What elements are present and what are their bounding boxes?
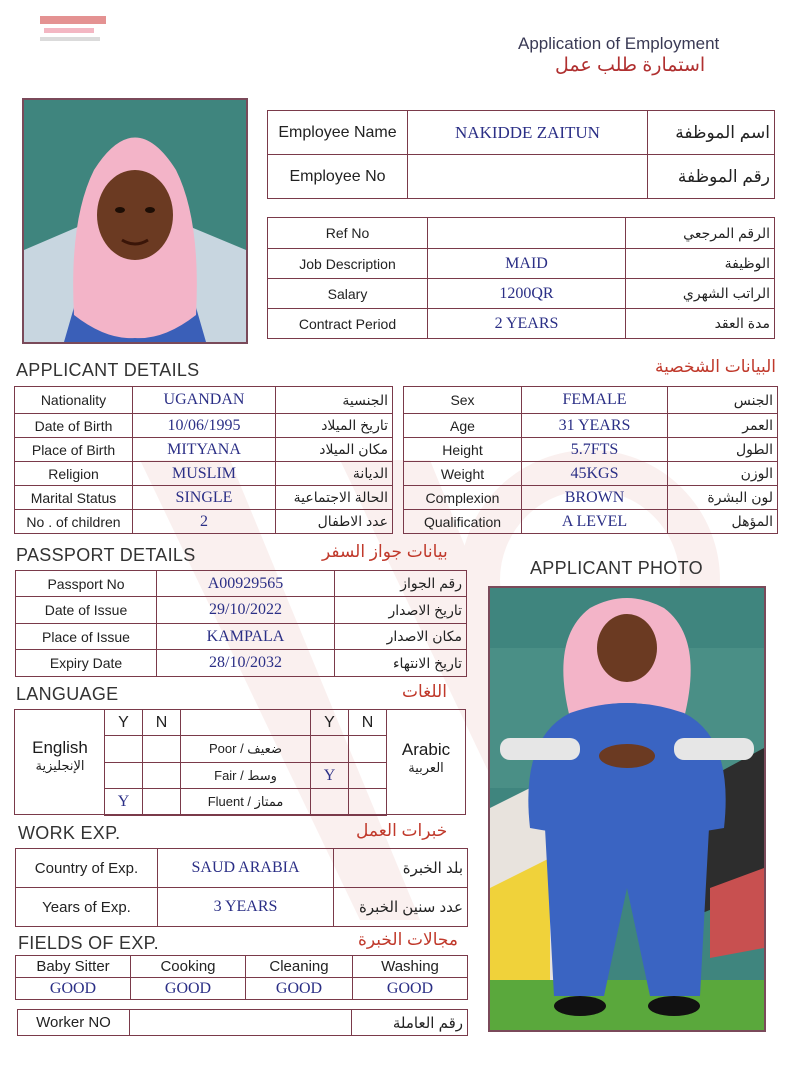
arabic-label-ar: العربية: [408, 760, 444, 775]
applicant-details-heading: APPLICANT DETAILS: [16, 360, 200, 380]
employee-no-label: Employee No: [268, 155, 408, 199]
employee-no-label-ar: رقم الموظفة: [648, 155, 775, 199]
job-table: [267, 217, 775, 339]
level-poor: Poor / ضعيف: [181, 736, 311, 763]
marital-status-label: Marital Status: [15, 486, 133, 510]
place-of-birth-value: MITYANA: [133, 438, 276, 462]
arabic-label-en: Arabic: [401, 740, 451, 759]
english-n-header: N: [143, 710, 181, 736]
salary-value: 1200QR: [428, 279, 626, 309]
qualification-label: Qualification: [404, 510, 522, 534]
passport-table: [15, 570, 467, 677]
marital-status-value: SINGLE: [133, 486, 276, 510]
sex-label: Sex: [404, 387, 522, 414]
level-fluent: Fluent / ممتاز: [181, 789, 311, 816]
arabic-fair-y: Y: [311, 763, 349, 789]
complexion-label: Complexion: [404, 486, 522, 510]
contract-period-label: Contract Period: [268, 309, 428, 339]
complexion-value: BROWN: [522, 486, 668, 510]
english-fluent-n: [143, 789, 181, 816]
issue-date-label-ar: تاريخ الاصدار: [335, 597, 467, 624]
age-label: Age: [404, 414, 522, 438]
passport-details-heading: PASSPORT DETAILS: [16, 545, 196, 565]
years-exp-label-ar: عدد سنين الخبرة: [334, 888, 468, 927]
arabic-poor-y: [311, 736, 349, 763]
date-of-birth-value: 10/06/1995: [133, 414, 276, 438]
work-exp-heading-ar: خبرات العمل: [356, 821, 448, 840]
arabic-label: [390, 740, 462, 776]
ref-no-label-ar: الرقم المرجعي: [626, 218, 775, 249]
qualification-label-ar: المؤهل: [668, 510, 778, 534]
complexion-label-ar: لون البشرة: [668, 486, 778, 510]
english-label-en: English: [32, 738, 88, 757]
company-logo: [38, 12, 108, 46]
applicant-headshot: [22, 98, 248, 344]
fields-exp-heading-ar: مجالات الخبرة: [358, 930, 458, 949]
employee-name-value: NAKIDDE ZAITUN: [408, 111, 648, 155]
date-of-birth-label: Date of Birth: [15, 414, 133, 438]
employee-name-label-ar: اسم الموظفة: [648, 111, 775, 155]
age-value: 31 YEARS: [522, 414, 668, 438]
height-value: 5.7FTS: [522, 438, 668, 462]
sex-label-ar: الجنس: [668, 387, 778, 414]
issue-place-value: KAMPALA: [157, 624, 335, 650]
issue-place-label-ar: مكان الاصدار: [335, 624, 467, 650]
passport-details-heading-ar: بيانات جواز السفر: [322, 542, 448, 561]
worker-no-value: [130, 1010, 352, 1036]
arabic-fair-n: [349, 763, 387, 789]
field-cleaning-value: GOOD: [246, 978, 353, 1000]
worker-no-table: [17, 1009, 468, 1036]
field-washing-value: GOOD: [353, 978, 468, 1000]
work-exp-table: [15, 848, 468, 927]
contract-period-value: 2 YEARS: [428, 309, 626, 339]
weight-label: Weight: [404, 462, 522, 486]
fields-exp-heading: FIELDS OF EXP.: [18, 933, 159, 953]
field-baby-sitter-label: Baby Sitter: [16, 956, 131, 978]
passport-no-label-ar: رقم الجواز: [335, 571, 467, 597]
applicant-photo-heading: APPLICANT PHOTO: [530, 558, 703, 578]
issue-date-value: 29/10/2022: [157, 597, 335, 624]
english-label: [20, 738, 100, 774]
employee-table: [267, 110, 775, 199]
language-grid: [104, 709, 387, 816]
language-heading-ar: اللغات: [402, 682, 447, 701]
applicant-full-photo: [488, 586, 766, 1032]
arabic-fluent-y: [311, 789, 349, 816]
employee-no-value: [408, 155, 648, 199]
applicant-left-table: [14, 386, 393, 534]
work-exp-heading: WORK EXP.: [18, 823, 121, 843]
english-poor-y: [105, 736, 143, 763]
english-y-header: Y: [105, 710, 143, 736]
form-title-arabic: استمارة طلب عمل: [555, 55, 706, 76]
job-description-label: Job Description: [268, 249, 428, 279]
english-poor-n: [143, 736, 181, 763]
passport-no-label: Passport No: [16, 571, 157, 597]
weight-label-ar: الوزن: [668, 462, 778, 486]
field-cooking-label: Cooking: [131, 956, 246, 978]
field-cooking-value: GOOD: [131, 978, 246, 1000]
applicant-details-heading-ar: البيانات الشخصية: [654, 357, 776, 376]
applicant-right-table: [403, 386, 778, 534]
language-heading: LANGUAGE: [16, 684, 119, 704]
country-exp-label-ar: بلد الخبرة: [334, 849, 468, 888]
field-baby-sitter-value: GOOD: [16, 978, 131, 1000]
sex-value: FEMALE: [522, 387, 668, 414]
place-of-birth-label-ar: مكان الميلاد: [276, 438, 393, 462]
job-description-value: MAID: [428, 249, 626, 279]
nationality-label-ar: الجنسية: [276, 387, 393, 414]
height-label-ar: الطول: [668, 438, 778, 462]
children-value: 2: [133, 510, 276, 534]
children-label-ar: عدد الاطفال: [276, 510, 393, 534]
religion-value: MUSLIM: [133, 462, 276, 486]
salary-label-ar: الراتب الشهري: [626, 279, 775, 309]
country-exp-value: SAUD ARABIA: [158, 849, 334, 888]
salary-label: Salary: [268, 279, 428, 309]
nationality-label: Nationality: [15, 387, 133, 414]
english-fluent-y: Y: [105, 789, 143, 816]
employee-name-label: Employee Name: [268, 111, 408, 155]
form-title: Application of Employment: [518, 34, 720, 53]
issue-date-label: Date of Issue: [16, 597, 157, 624]
contract-period-label-ar: مدة العقد: [626, 309, 775, 339]
expiry-date-label: Expiry Date: [16, 650, 157, 677]
field-cleaning-label: Cleaning: [246, 956, 353, 978]
nationality-value: UGANDAN: [133, 387, 276, 414]
english-label-ar: الإنجليزية: [35, 758, 85, 773]
level-header-blank: [181, 710, 311, 736]
english-fair-y: [105, 763, 143, 789]
job-description-label-ar: الوظيفة: [626, 249, 775, 279]
worker-no-label: Worker NO: [18, 1010, 130, 1036]
english-fair-n: [143, 763, 181, 789]
ref-no-value: [428, 218, 626, 249]
qualification-value: A LEVEL: [522, 510, 668, 534]
issue-place-label: Place of Issue: [16, 624, 157, 650]
religion-label: Religion: [15, 462, 133, 486]
expiry-date-value: 28/10/2032: [157, 650, 335, 677]
arabic-poor-n: [349, 736, 387, 763]
children-label: No . of children: [15, 510, 133, 534]
expiry-date-label-ar: تاريخ الانتهاء: [335, 650, 467, 677]
country-exp-label: Country of Exp.: [16, 849, 158, 888]
field-washing-label: Washing: [353, 956, 468, 978]
arabic-y-header: Y: [311, 710, 349, 736]
arabic-fluent-n: [349, 789, 387, 816]
passport-no-value: A00929565: [157, 571, 335, 597]
fields-exp-table: [15, 955, 468, 1000]
ref-no-label: Ref No: [268, 218, 428, 249]
date-of-birth-label-ar: تاريخ الميلاد: [276, 414, 393, 438]
years-exp-value: 3 YEARS: [158, 888, 334, 927]
arabic-n-header: N: [349, 710, 387, 736]
years-exp-label: Years of Exp.: [16, 888, 158, 927]
level-fair: Fair / وسط: [181, 763, 311, 789]
religion-label-ar: الديانة: [276, 462, 393, 486]
marital-status-label-ar: الحالة الاجتماعية: [276, 486, 393, 510]
age-label-ar: العمر: [668, 414, 778, 438]
weight-value: 45KGS: [522, 462, 668, 486]
worker-no-label-ar: رقم العاملة: [352, 1010, 468, 1036]
height-label: Height: [404, 438, 522, 462]
place-of-birth-label: Place of Birth: [15, 438, 133, 462]
